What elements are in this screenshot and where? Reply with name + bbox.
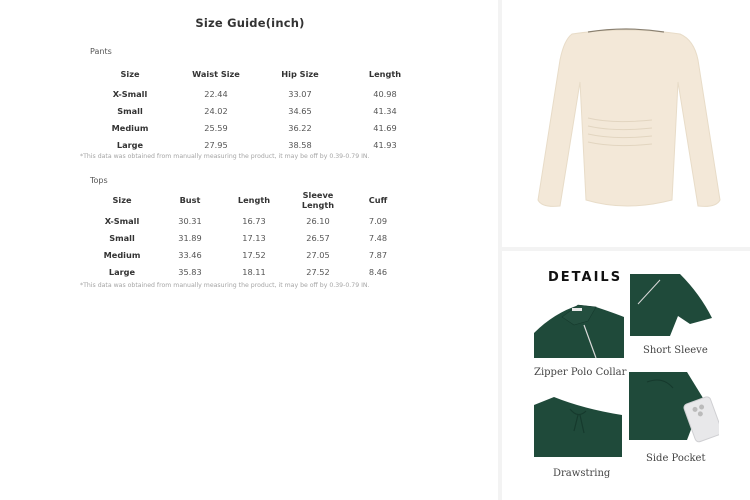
sleeve-length-cell: 26.57: [306, 232, 330, 243]
sleeve-length-cell: 27.52: [306, 266, 330, 277]
hip-cell: 33.07: [288, 88, 312, 99]
pants-header-waist: Waist Size: [192, 69, 240, 79]
waist-cell: 22.44: [204, 88, 228, 99]
tops-header-sleeve-length: [286, 188, 350, 212]
bust-cell: 33.46: [178, 249, 202, 260]
waist-cell: 25.59: [204, 122, 228, 133]
short-sleeve-illustration: [630, 274, 712, 336]
pants-measurement-note: *This data was obtained from manually measuring the product, it may be off by 0.39-0.79 IN.: [80, 153, 370, 160]
sleeve-length-cell: 27.05: [306, 249, 330, 260]
tops-header-size: Size: [112, 195, 132, 205]
length-cell: 41.93: [373, 139, 397, 150]
sleeve-length-cell: 26.10: [306, 215, 330, 226]
length-cell: 18.11: [242, 266, 266, 277]
table-row: [86, 212, 406, 229]
cuff-cell: 7.09: [368, 215, 388, 226]
size-guide-title: Size Guide(inch): [195, 16, 305, 30]
pants-header-hip: Hip Size: [281, 69, 319, 79]
detail-image-short-sleeve[interactable]: [630, 274, 712, 336]
table-row: [86, 85, 428, 102]
waist-cell: 24.02: [204, 105, 228, 116]
drawstring-illustration: [534, 397, 622, 457]
length-cell: 17.13: [242, 232, 266, 243]
tops-measurement-note: *This data was obtained from manually measuring the product, it may be off by 0.39-0.79 IN.: [80, 282, 370, 289]
tops-size-table: [86, 188, 406, 280]
detail-image-drawstring[interactable]: [534, 397, 622, 457]
size-cell: Medium: [111, 122, 149, 133]
size-cell: Small: [109, 232, 135, 243]
size-cell: X-Small: [112, 88, 148, 99]
table-row: [86, 136, 428, 153]
pants-header-length: Length: [368, 69, 402, 79]
hip-cell: 34.65: [288, 105, 312, 116]
cuff-cell: 7.87: [368, 249, 388, 260]
sleeve-length-text: Sleeve Length: [301, 190, 335, 210]
cuff-cell: 8.46: [368, 266, 388, 277]
pants-header-size: Size: [120, 69, 140, 79]
pants-label: Pants: [90, 47, 112, 56]
tops-label: Tops: [90, 176, 108, 185]
bust-cell: 31.89: [178, 232, 202, 243]
table-row: [86, 246, 406, 263]
tops-header-cuff: Cuff: [368, 195, 388, 205]
tops-header-row: [86, 188, 406, 212]
length-cell: 16.73: [242, 215, 266, 226]
table-row: [86, 119, 428, 136]
size-cell: Medium: [103, 249, 141, 260]
size-cell: Small: [117, 105, 143, 116]
zipper-collar-illustration: [534, 303, 624, 358]
length-cell: 41.69: [373, 122, 397, 133]
hip-cell: 36.22: [288, 122, 312, 133]
length-cell: 17.52: [242, 249, 266, 260]
caption-side-pocket: Side Pocket: [646, 453, 706, 464]
table-row: [86, 263, 406, 280]
detail-image-zipper-polo-collar[interactable]: [534, 303, 624, 358]
length-cell: 40.98: [373, 88, 397, 99]
hip-cell: 38.58: [288, 139, 312, 150]
tops-header-bust: Bust: [179, 195, 201, 205]
caption-zipper-polo-collar: Zipper Polo Collar: [534, 367, 627, 378]
waist-cell: 27.95: [204, 139, 228, 150]
pants-header-row: [86, 63, 428, 85]
length-cell: 41.34: [373, 105, 397, 116]
table-row: [86, 102, 428, 119]
table-row: [86, 229, 406, 246]
side-pocket-illustration: [629, 372, 719, 444]
cream-top-illustration: [502, 0, 750, 247]
size-cell: Large: [108, 266, 136, 277]
detail-image-side-pocket[interactable]: [629, 372, 719, 444]
caption-short-sleeve: Short Sleeve: [643, 345, 708, 356]
cuff-cell: 7.48: [368, 232, 388, 243]
product-image[interactable]: [502, 0, 750, 247]
bust-cell: 35.83: [178, 266, 202, 277]
size-cell: Large: [116, 139, 144, 150]
pants-size-table: [86, 63, 428, 153]
size-cell: X-Small: [104, 215, 140, 226]
tops-header-length: Length: [237, 195, 271, 205]
bust-cell: 30.31: [178, 215, 202, 226]
details-title: DETAILS: [548, 270, 623, 285]
caption-drawstring: Drawstring: [553, 468, 611, 479]
